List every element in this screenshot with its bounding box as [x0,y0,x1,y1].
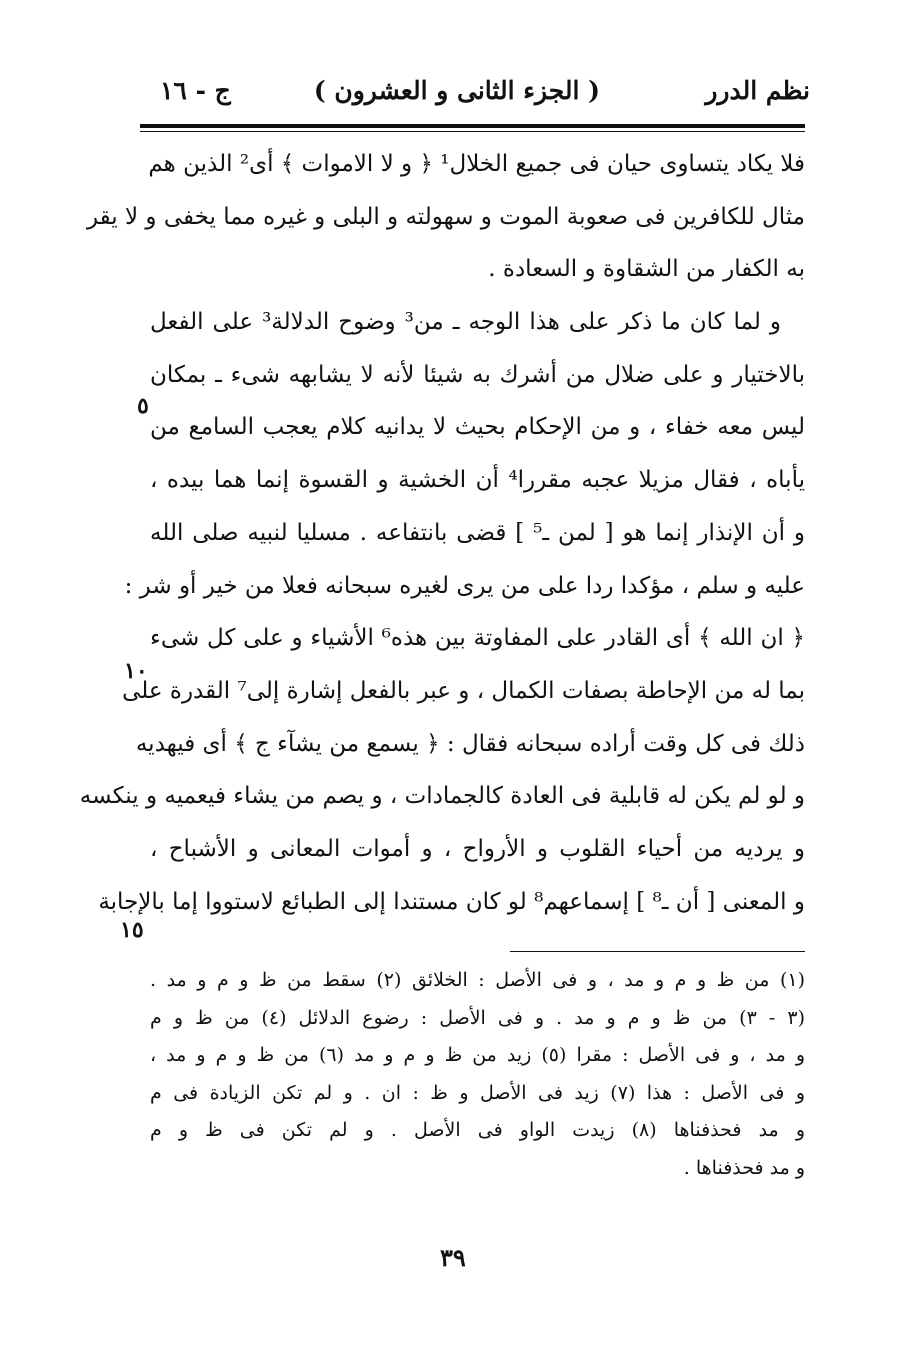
footnote-line: و مد ، و فى الأصل : مقرا (٥) زيد من ظ و م و مد (٦) من ظ و م و مد ، [150,1044,805,1066]
body-line: مثال للكافرين فى صعوبة الموت و سهولته و البلى و غيره مما يخفى و لا يقر [86,203,805,230]
margin-line-number: ٥ [137,393,149,419]
running-header [150,70,810,120]
body-line: بالاختيار و على ضلال من أشرك به شيئا لأنه لا يشابهه شىء ـ بمكان [150,361,805,388]
body-line: فلا يكاد يتساوى حيان فى جميع الخلال¹ ﴿ و لا الاموات ﴾ أى² الذين هم [148,151,805,177]
body-line: بما له من الإحاطة بصفات الكمال ، و عبر بالفعل إشارة إلى⁷ القدرة على [122,677,805,704]
body-line: و لو لم يكن له قابلية فى العادة كالجمادات ، و يصم من يشاء فيعميه و ينكسه [79,783,805,810]
body-line: ﴿ ان الله ﴾ أى القادر على المفاوتة بين هذه⁶ الأشياء و على كل شىء [150,625,805,652]
verse-reference: ج - ١٦ [160,76,231,105]
footnote-line: (١) من ظ و م و مد ، و فى الأصل : الخلائق (٢) سقط من ظ و م و مد . [150,969,806,991]
footnote-separator [510,951,805,952]
body-line: و أن الإنذار إنما هو [ لمن ـ⁵ ] قضى بانتفاعه . مسليا لنبيه صلى الله [150,519,805,546]
section-title: ( الجزء الثانى و العشرون ) [313,76,600,105]
body-line: ليس معه خفاء ، و من الإحكام بحيث لا يدانيه كلام يعجب السامع من [150,414,805,441]
header-rule-thick [140,124,805,128]
footnote-line: و مد فحذفناها . [683,1156,805,1179]
body-line: يأباه ، فقال مزيلا عجبه مقررا⁴ أن الخشية و القسوة إنما هما بيده ، [150,467,805,494]
body-line: به الكفار من الشقاوة و السعادة . [488,256,805,283]
body-line: و المعنى [ أن ـ⁸ ] إسماعهم⁸ لو كان مستندا إلى الطبائع لاستووا إما بالإجابة [98,888,805,915]
body-line: عليه و سلم ، مؤكدا ردا على من يرى لغيره سبحانه فعلا من خير أو شر : [124,572,805,599]
footnote-line: و مد فحذفناها (٨) زيدت الواو فى الأصل . و لم تكن فى ظ و م [150,1119,805,1141]
body-line: و يرديه من أحياء القلوب و الأرواح ، و أموات المعانى و الأشباح ، [150,835,805,862]
body-line: ذلك فى كل وقت أراده سبحانه فقال : ﴿ يسمع من يشآء ج ﴾ أى فيهديه [135,730,805,757]
footnote-line: و فى الأصل : هذا (٧) زيد فى الأصل و ظ : ان . و لم تكن الزيادة فى م [150,1081,806,1104]
body-line: و لما كان ما ذكر على هذا الوجه ـ من³ وضوح الدلالة³ على الفعل [150,309,781,336]
book-title: نظم الدرر [705,76,810,105]
header-rule-thin [140,131,805,132]
margin-line-number: ١٠ [124,658,148,684]
margin-line-number: ١٥ [120,917,144,943]
footnote-line: (٣ - ٣) من ظ و م و مد . و فى الأصل : رضوع الدلائل (٤) من ظ و م [150,1006,806,1029]
footnotes [150,962,805,1187]
page-number: ٣٩ [440,1243,466,1272]
